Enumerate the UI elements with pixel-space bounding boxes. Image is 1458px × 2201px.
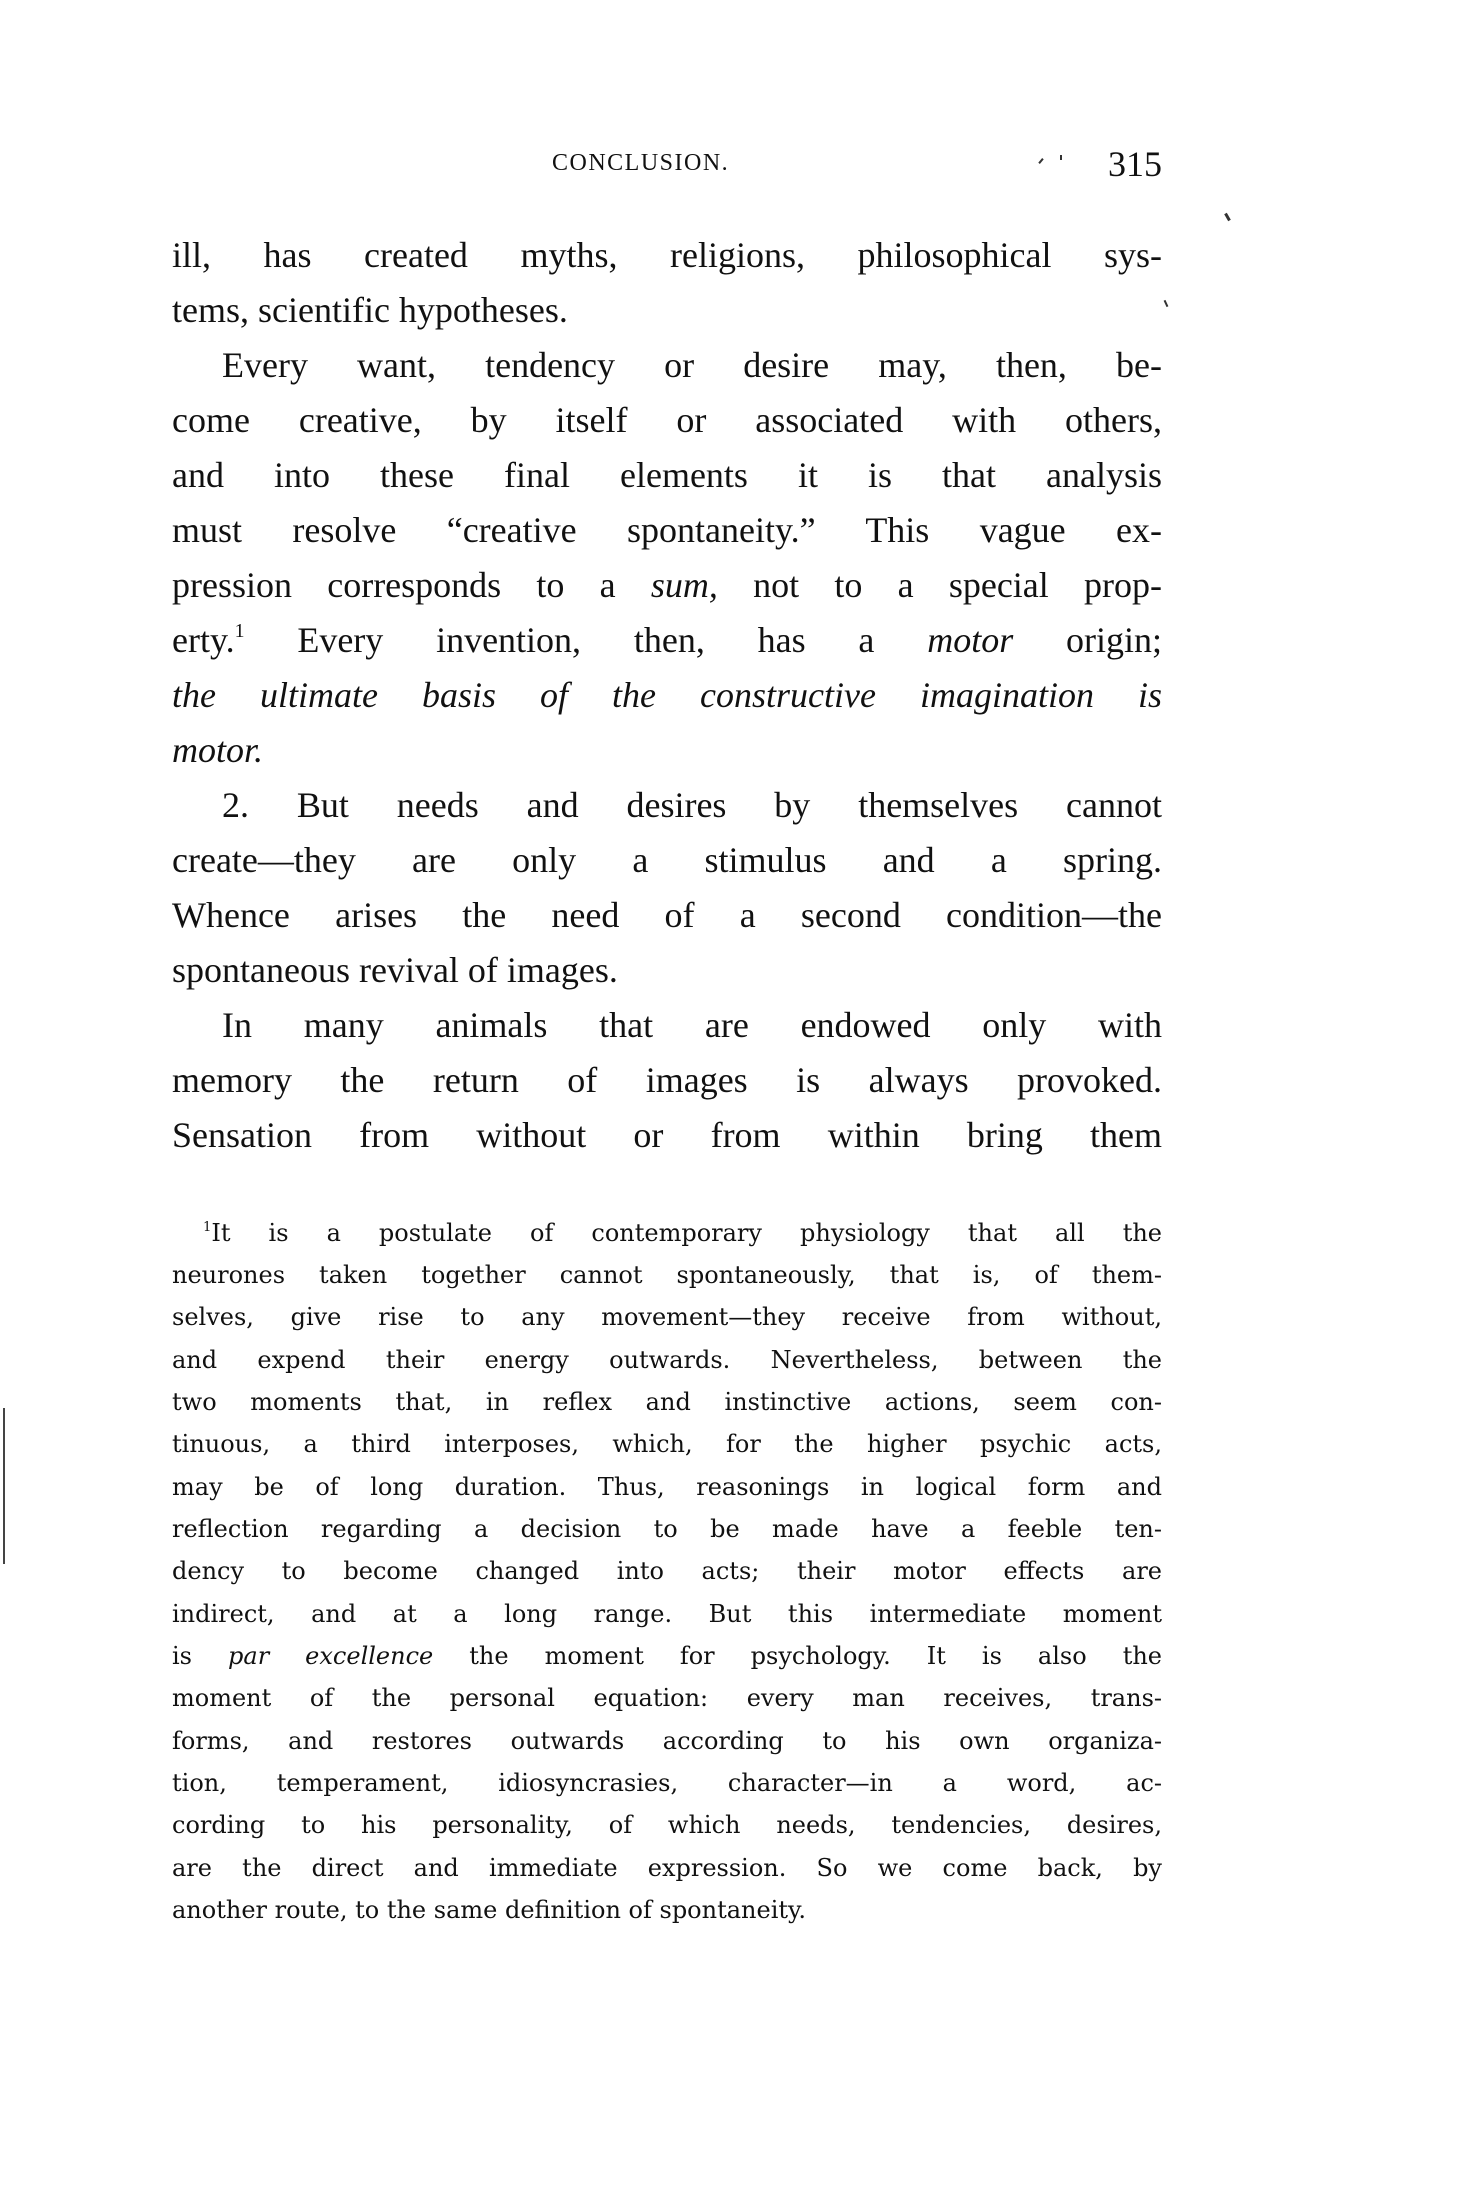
body-line — [172, 723, 1162, 778]
text-run: origin; — [1013, 620, 1163, 660]
text-run: erty. — [172, 620, 235, 660]
body-line — [172, 558, 1162, 613]
body-line: and into these final elements it is that analysis — [172, 455, 1162, 495]
italic-run: the ultimate basis of the constructive imagination is — [172, 675, 1162, 715]
footnote-line: selves, give rise to any movement—they receive from without, — [172, 1303, 1162, 1331]
body-line: spontaneous revival of images. — [172, 950, 618, 990]
footnote-line: another route, to the same definition of spontaneity. — [172, 1896, 807, 1924]
footnote-line: are the direct and immediate expression. So we come back, by — [172, 1854, 1162, 1882]
scan-edge-artifact — [3, 1408, 5, 1564]
running-header-title: CONCLUSION. — [552, 150, 730, 176]
footnote-line: neurones taken together cannot spontaneously, that is, of them- — [172, 1261, 1162, 1289]
italic-run: motor — [927, 620, 1014, 660]
italic-run: sum, — [650, 565, 718, 605]
body-line: Sensation from without or from within bring them — [172, 1115, 1162, 1155]
footnote-line — [203, 1212, 1162, 1254]
body-line: Whence arises the need of a second condition—the — [172, 895, 1162, 935]
footnote-line: indirect, and at a long range. But this intermediate moment — [172, 1600, 1162, 1628]
footnote-reference[interactable]: 1 — [234, 620, 245, 643]
scan-speck — [1224, 213, 1231, 221]
text-run: Every invention, then, has a — [244, 620, 928, 660]
text-run: It is a postulate of contemporary physiology that all the — [211, 1219, 1162, 1247]
footnote-line: forms, and restores outwards according to his own organiza- — [172, 1727, 1162, 1755]
footnote-line: tinuous, a third interposes, which, for the higher psychic acts, — [172, 1430, 1162, 1458]
body-line: ill, has created myths, religions, philosophical sys- — [172, 235, 1162, 275]
body-line: Every want, tendency or desire may, then, be- — [222, 345, 1162, 385]
footnote-marker: 1 — [203, 1220, 212, 1236]
text-run: the moment for psychology. It is also the — [433, 1642, 1162, 1670]
scan-speck — [1038, 158, 1043, 164]
text-run: pression corresponds to a — [172, 565, 651, 605]
body-line — [172, 613, 1162, 668]
text-run: not to a special prop- — [717, 565, 1162, 605]
italic-run: motor. — [172, 730, 264, 770]
scan-speck — [1164, 300, 1169, 307]
body-line: create—they are only a stimulus and a spring. — [172, 840, 1162, 880]
body-line: 2. But needs and desires by themselves cannot — [222, 785, 1162, 825]
footnote-line: reflection regarding a decision to be made have a feeble ten- — [172, 1515, 1162, 1543]
body-line — [172, 668, 1162, 723]
footnote-line: cording to his personality, of which needs, tendencies, desires, — [172, 1811, 1162, 1839]
body-line: memory the return of images is always provoked. — [172, 1060, 1162, 1100]
footnote-line: moment of the personal equation: every man receives, trans- — [172, 1684, 1162, 1712]
footnote-line: two moments that, in reflex and instinctive actions, seem con- — [172, 1388, 1162, 1416]
body-line: come creative, by itself or associated with others, — [172, 400, 1162, 440]
page-number: 315 — [1108, 144, 1162, 184]
italic-run: par excellence — [228, 1642, 434, 1670]
scan-speck — [1060, 155, 1062, 160]
footnote-line: and expend their energy outwards. Nevertheless, between the — [172, 1346, 1162, 1374]
text-run: is — [172, 1642, 229, 1670]
body-line: must resolve “creative spontaneity.” This vague ex- — [172, 510, 1162, 550]
body-line: In many animals that are endowed only with — [222, 1005, 1162, 1045]
footnote-line: may be of long duration. Thus, reasonings in logical form and — [172, 1473, 1162, 1501]
footnote-line: dency to become changed into acts; their motor effects are — [172, 1557, 1162, 1585]
footnote-line: tion, temperament, idiosyncrasies, character—in a word, ac- — [172, 1769, 1162, 1797]
body-line: tems, scientific hypotheses. — [172, 290, 568, 330]
footnote-line — [172, 1635, 1162, 1677]
